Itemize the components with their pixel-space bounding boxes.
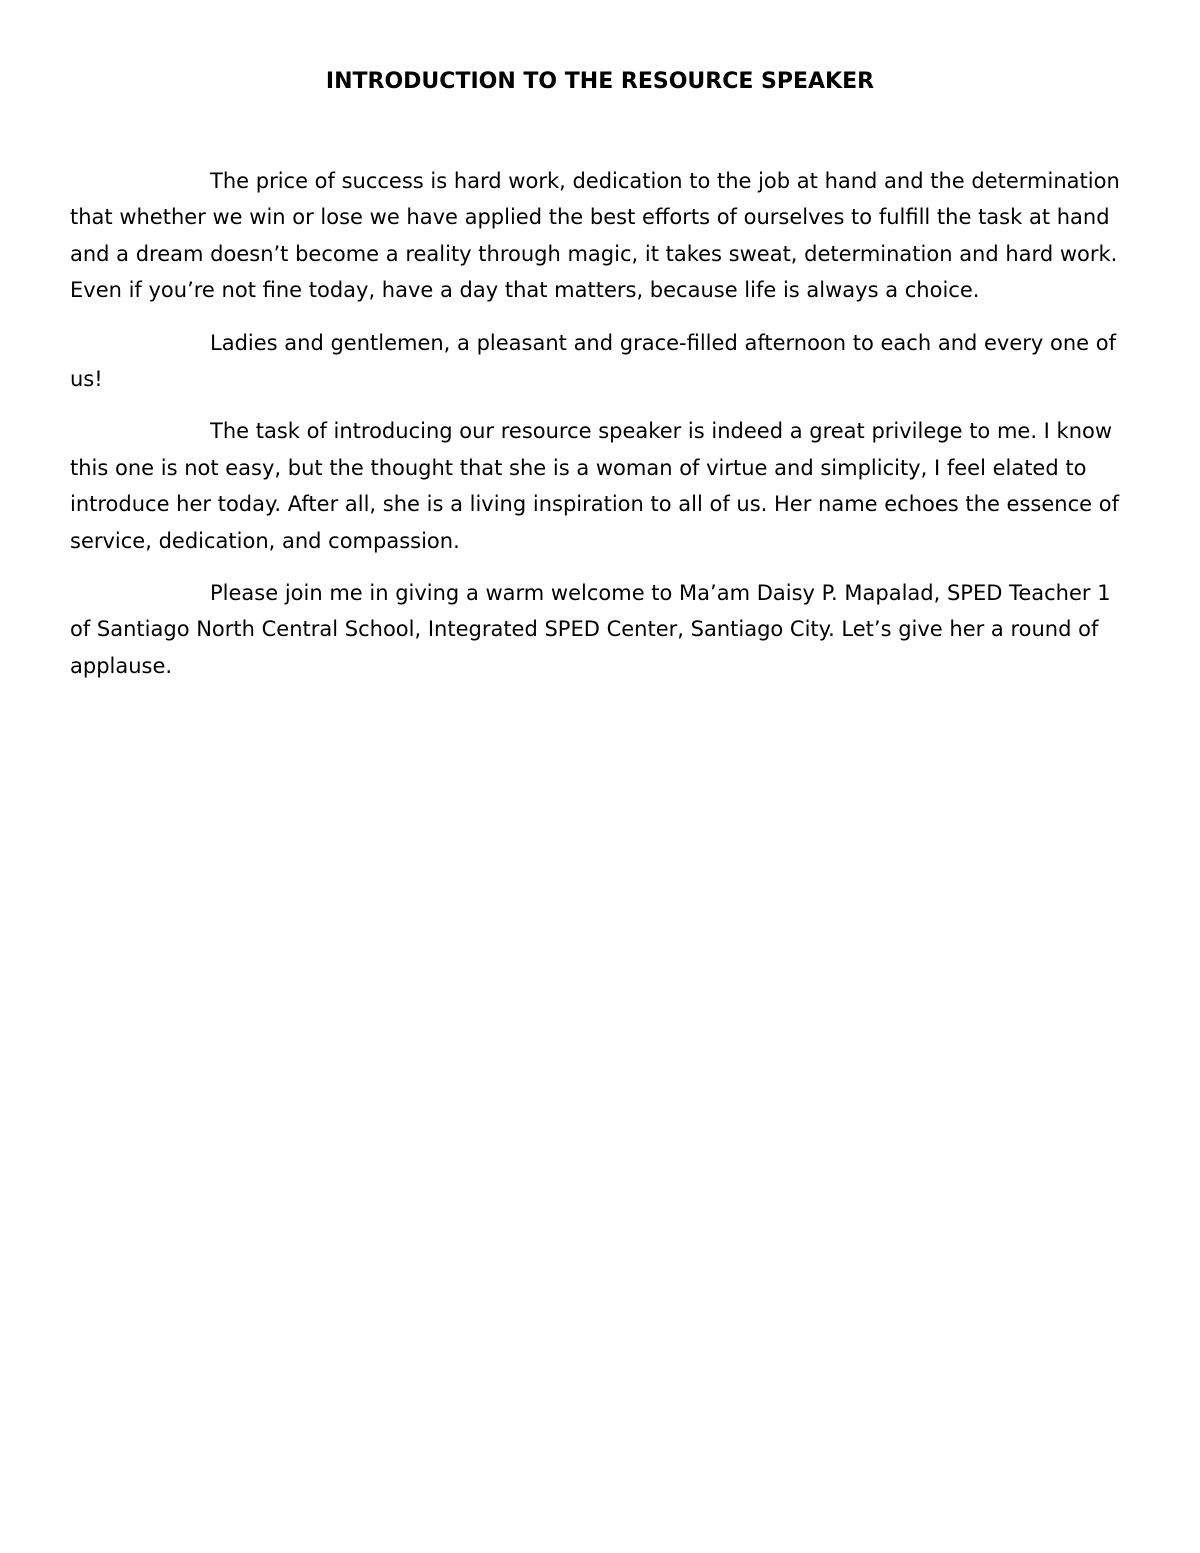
document-title: INTRODUCTION TO THE RESOURCE SPEAKER: [325, 69, 875, 94]
speaker-description-paragraph: The task of introducing our resource speaker is indeed a great privilege to me. I know this one is not easy, but the thought that she is a woman of virtue and simplicity, I feel elated to introduce her today. After all, she is a living inspiration to all of us. Her name echoes the essence of service, dedication, and compassion.: [70, 419, 1119, 553]
greeting-paragraph: Ladies and gentlemen, a pleasant and grace-filled afternoon to each and every one of us!: [70, 330, 1117, 392]
opening-quote-paragraph: The price of success is hard work, dedication to the job at hand and the determination that whether we win or lose we have applied the best efforts of ourselves to fulfill the task at hand and a dream doesn’t become a reality through magic, it takes sweat, determination and hard work. Even if you’re not fine today, have a day that matters, because life is always a choice.: [70, 169, 1120, 303]
document-body: [70, 163, 1130, 700]
welcome-paragraph: Please join me in giving a warm welcome to Ma’am Daisy P. Mapalad, SPED Teacher 1 of Santiago North Central School, Integrated SPED Center, Santiago City. Let’s give her a round of applause.: [70, 581, 1111, 678]
